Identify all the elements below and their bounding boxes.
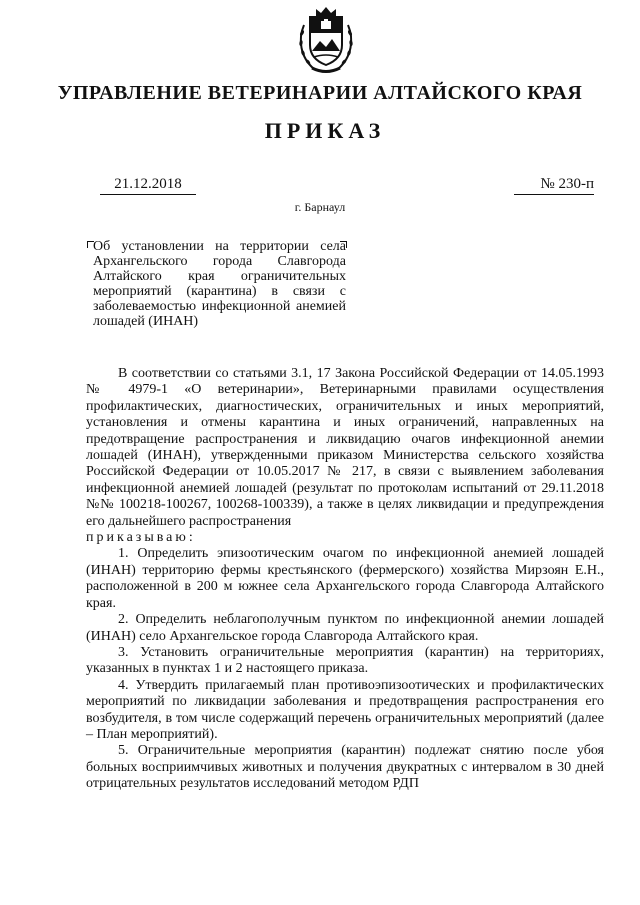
document-number: № 230-п bbox=[514, 176, 594, 195]
document-type: ПРИКАЗ bbox=[264, 118, 386, 143]
document-city: г. Барнаул bbox=[294, 200, 346, 214]
document-subject: Об установлении на территории села Архангельского города Славгорода Алтайского края ограничительных мероприятий (карантина) в связи с заболеваемостью инфекционной анемией лошадей (ИНАН) bbox=[93, 239, 346, 329]
preamble-paragraph: В соответствии со статьями 3.1, 17 Закона Российской Федерации от 14.05.1993 № 4979-1 «О ветеринарии», Ветеринарными правилами осуществления профилактических, диагностических, ограничительных и иных мероприятий, установления и отмены карантина и иных ограничений, направленных на предотвращение распространения и ликвидацию очагов инфекционной анемии лошадей (ИНАН), утвержденными приказом Министерства сельского хозяйства Российской Федерации от 10.05.2017 № 217, в связи с выявлением заболевания инфекционной анемией лошадей (результат по протоколам испытаний от 29.11.2018 №№ 100218-100267, 100268-100339), а также в целях ликвидации и предупреждения его дальнейшего распространения bbox=[86, 366, 604, 529]
coat-of-arms-icon bbox=[294, 5, 358, 77]
document-body bbox=[86, 366, 604, 793]
order-word: приказываю: bbox=[86, 530, 196, 546]
document-date: 21.12.2018 bbox=[100, 176, 196, 195]
order-item-3: 3. Установить ограничительные мероприятия (карантин) на территориях, указанных в пунктах 1 и 2 настоящего приказа. bbox=[86, 644, 604, 677]
order-item-1: 1. Определить эпизоотическим очагом по инфекционной анемией лошадей (ИНАН) территорию фермы крестьянского (фермерского) хозяйства Мирзоян Е.Н., расположенной в 200 м южнее села Архангельского города Славгорода Алтайского края. bbox=[86, 546, 604, 611]
order-item-5: 5. Ограничительные мероприятия (карантин) подлежат снятию после убоя больных восприимчивых животных и получения двукратных с интервалом в 30 дней отрицательных результатов исследований методом РДП bbox=[86, 743, 604, 792]
order-item-2: 2. Определить неблагополучным пунктом по инфекционной анемии лошадей (ИНАН) село Архангельское города Славгорода Алтайского края. bbox=[86, 612, 604, 644]
organization-title: УПРАВЛЕНИЕ ВЕТЕРИНАРИИ АЛТАЙСКОГО КРАЯ bbox=[57, 82, 583, 104]
order-item-4: 4. Утвердить прилагаемый план противоэпизоотических и профилактических мероприятий по ликвидации заболевания и предотвращения распространения его возбудителя, в том числе содержащий перечень ограничительных мероприятий (далее – План мероприятий). bbox=[86, 677, 604, 742]
